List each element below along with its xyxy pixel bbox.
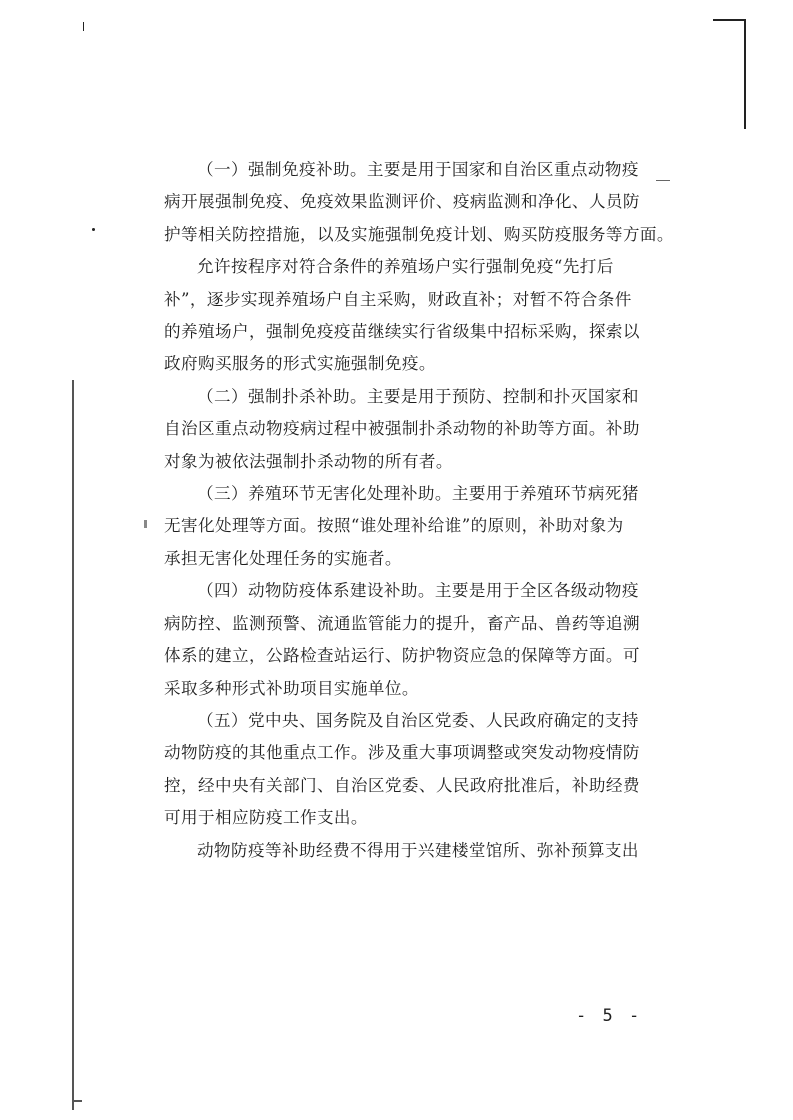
text-line: 允许按程序对符合条件的养殖场户实行强制免疫“先打后 — [197, 257, 614, 277]
scan-dot-left — [92, 228, 95, 231]
text-line: 病开展强制免疫、免疫效果监测评价、疫病监测和净化、人员防 — [164, 192, 640, 212]
text-line: 承担无害化处理任务的实施者。 — [164, 548, 402, 568]
scan-corner-bottom-left — [72, 1100, 82, 1102]
text-line: 体系的建立，公路检查站运行、防护物资应急的保障等方面。可 — [164, 646, 640, 666]
paragraph-1 — [164, 154, 674, 251]
scan-mark-left — [144, 520, 147, 528]
text-line: 自治区重点动物疫病过程中被强制扑杀动物的补助等方面。补助 — [164, 419, 640, 439]
scan-dash-right — [656, 180, 670, 181]
body-text — [164, 154, 674, 867]
text-line: 无害化处理等方面。按照“谁处理补给谁”的原则，补助对象为 — [164, 516, 624, 536]
text-line: （二）强制扑杀补助。主要是用于预防、控制和扑灭国家和 — [197, 386, 639, 406]
text-line: 动物防疫的其他重点工作。涉及重大事项调整或突发动物疫情防 — [164, 743, 640, 763]
paragraph-4 — [164, 478, 652, 575]
scan-tick-top-left — [83, 22, 84, 31]
text-line: 对象为被依法强制扑杀动物的所有者。 — [164, 451, 453, 471]
text-line: 动物防疫等补助经费不得用于兴建楼堂馆所、弥补预算支出 — [197, 840, 639, 860]
scan-corner-right — [744, 19, 746, 129]
text-line: 可用于相应防疫工作支出。 — [164, 808, 368, 828]
text-line: 政府购买服务的形式实施强制免疫。 — [164, 354, 436, 374]
paragraph-7 — [164, 835, 652, 867]
scan-corner-top — [713, 19, 745, 21]
text-line: 病防控、监测预警、流通监管能力的提升，畜产品、兽药等追溯 — [164, 613, 640, 633]
paragraph-3 — [164, 381, 652, 478]
paragraph-5 — [164, 575, 652, 705]
text-line: （四）动物防疫体系建设补助。主要是用于全区各级动物疫 — [197, 581, 639, 601]
paragraph-6 — [164, 705, 652, 835]
text-line: 采取多种形式补助项目实施单位。 — [164, 678, 419, 698]
text-line: 补”，逐步实现养殖场户自主采购，财政直补；对暂不符合条件 — [164, 289, 632, 309]
text-line: （一）强制免疫补助。主要是用于国家和自治区重点动物疫 — [197, 160, 639, 179]
page-number: - 5 - — [576, 1006, 643, 1026]
text-line: （三）养殖环节无害化处理补助。主要用于养殖环节病死猪 — [197, 484, 639, 504]
scan-border-left — [72, 380, 74, 1110]
text-line: （五）党中央、国务院及自治区党委、人民政府确定的支持 — [197, 710, 639, 730]
text-line: 护等相关防控措施，以及实施强制免疫计划、购买防疫服务等方面。 — [164, 224, 674, 244]
paragraph-2 — [164, 251, 652, 381]
text-line: 的养殖场户，强制免疫疫苗继续实行省级集中招标采购，探索以 — [164, 322, 640, 342]
text-line: 控，经中央有关部门、自治区党委、人民政府批准后，补助经费 — [164, 775, 640, 795]
